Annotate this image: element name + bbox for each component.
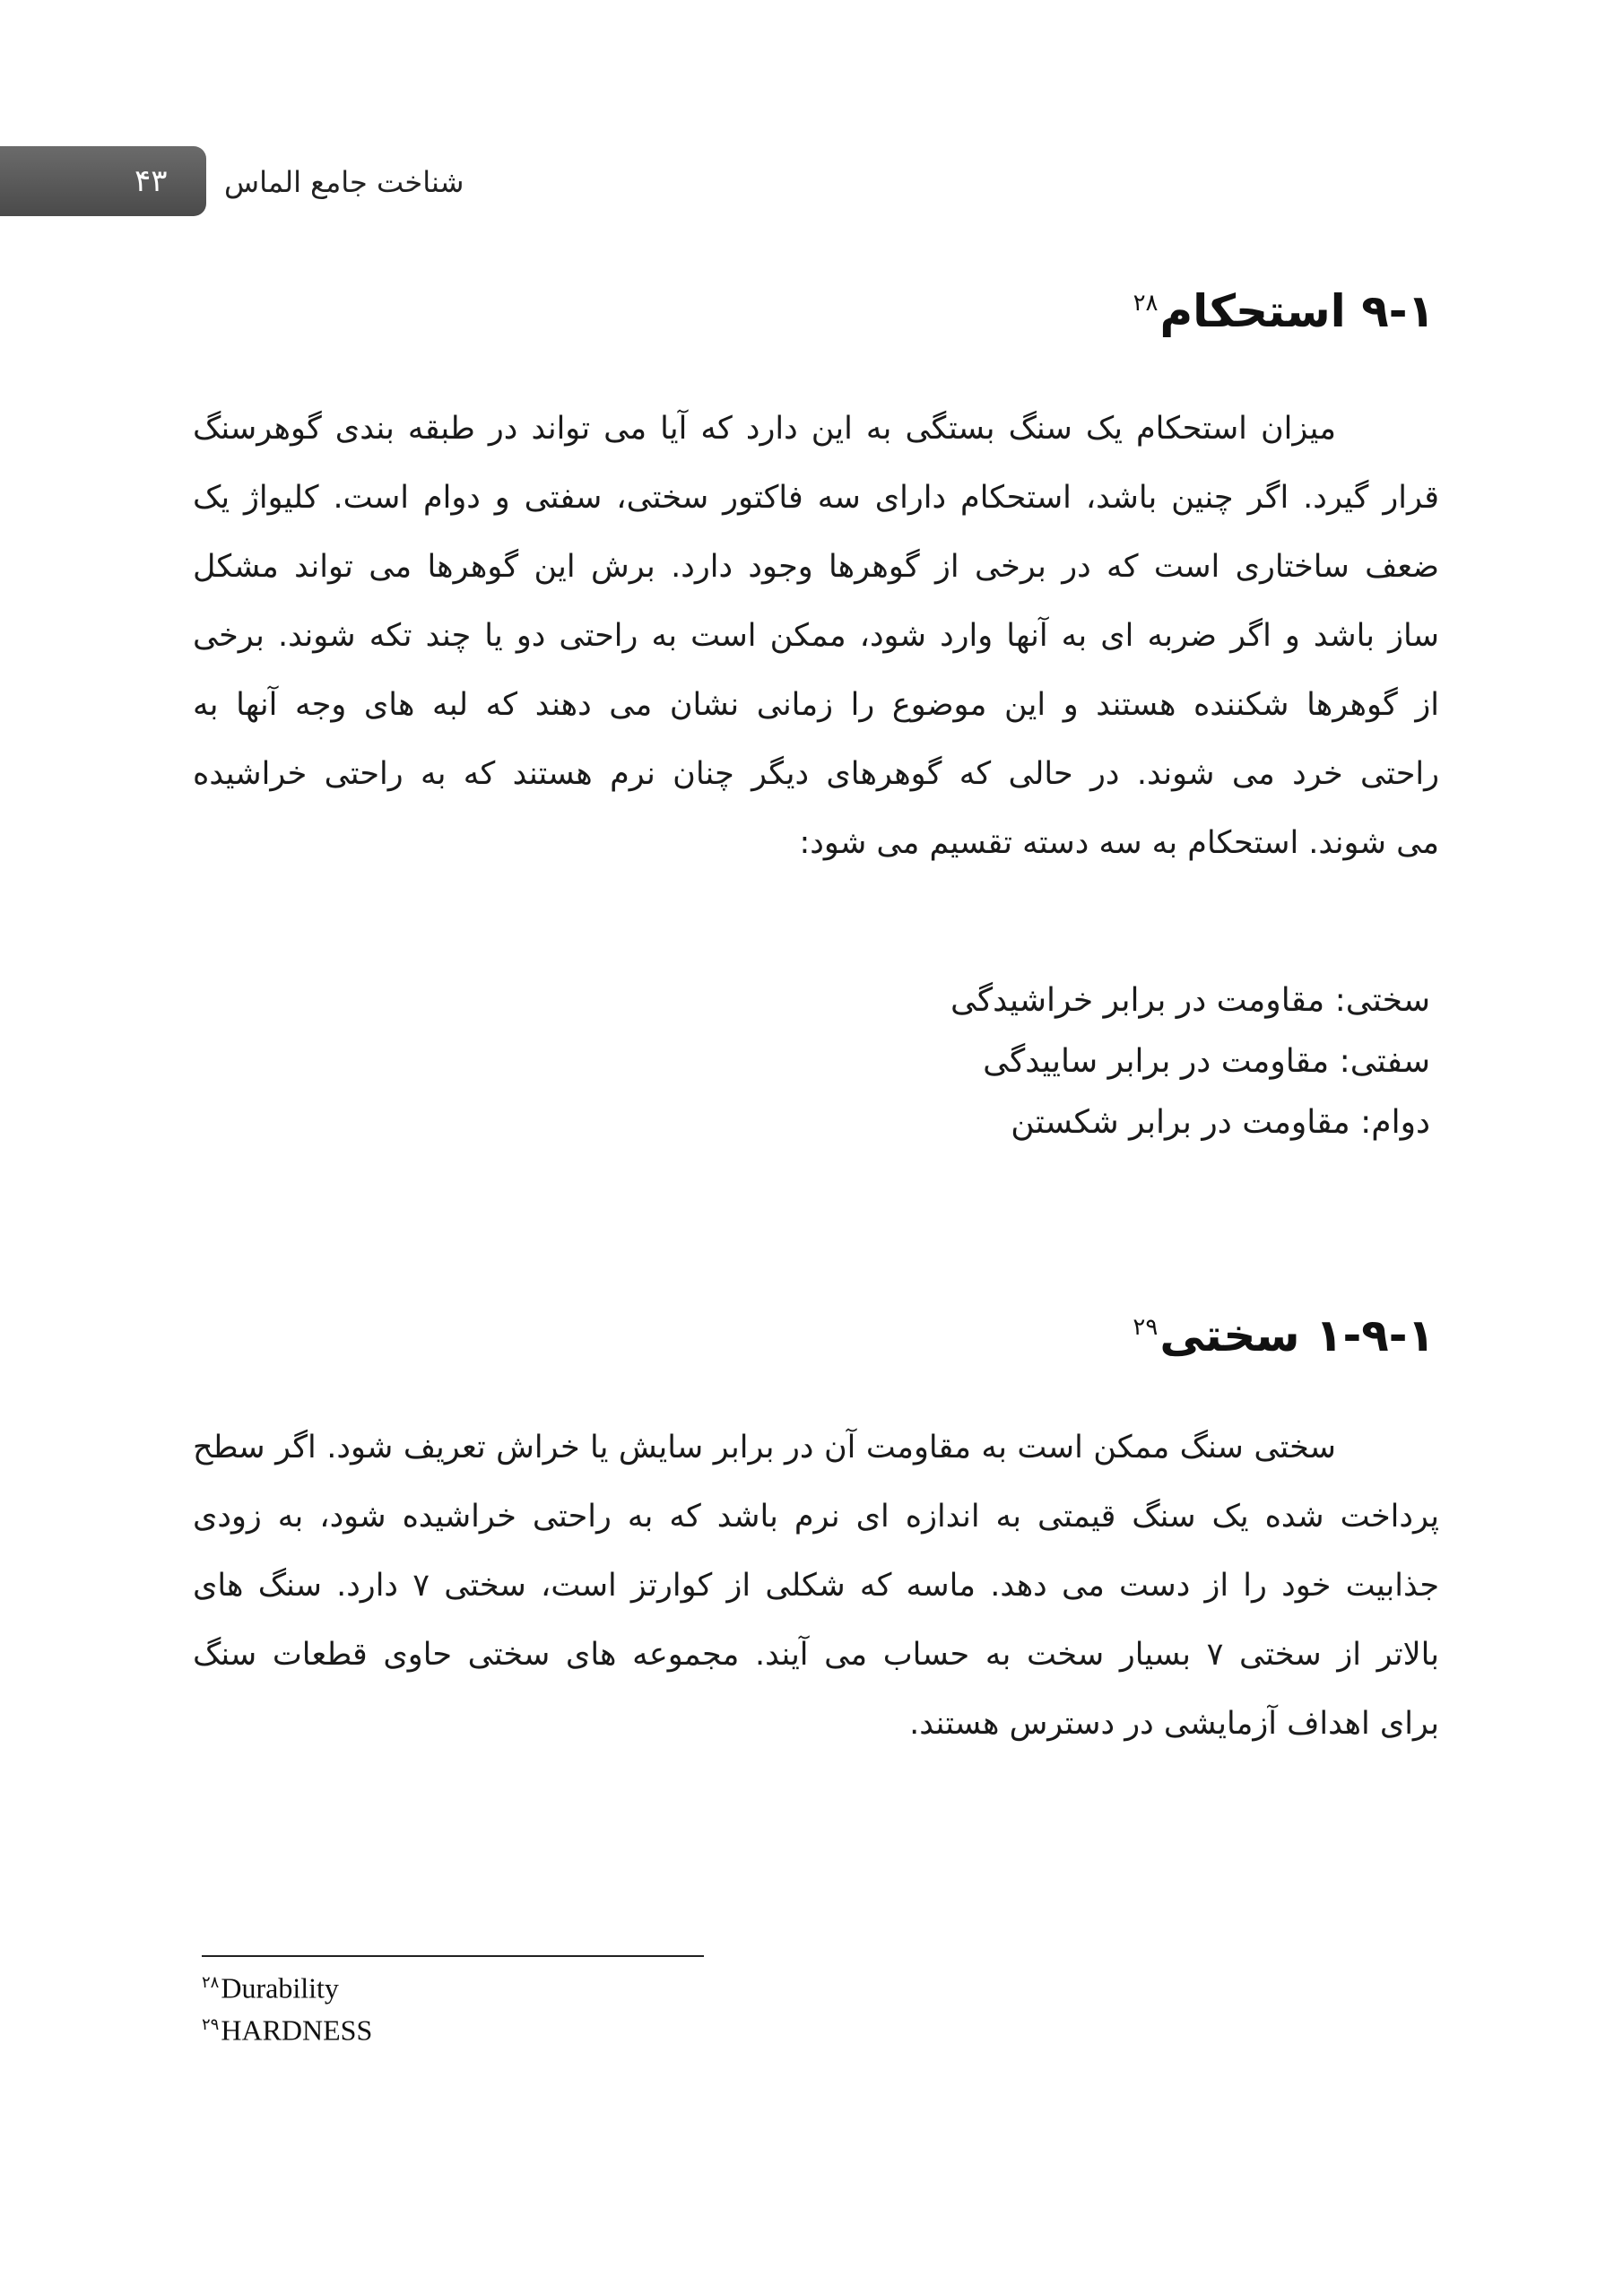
list-item: دوام: مقاومت در برابر شکستن bbox=[1011, 1104, 1430, 1141]
footnote-ref: ۲۸ bbox=[1133, 290, 1159, 317]
paragraph-hardness bbox=[193, 1413, 1439, 1759]
footnote-text: HARDNESS bbox=[221, 2013, 373, 2047]
paragraph-line: از گوهرها شکننده هستند و این موضوع را زمانی نشان می دهند که لبه های وجه آنها به bbox=[193, 687, 1439, 723]
paragraph-line: پرداخت شده یک سنگ قیمتی به اندازه ای نرم باشد که به راحتی خراشیده شود، به زودی bbox=[193, 1499, 1439, 1535]
running-title: شناخت جامع الماس bbox=[224, 165, 464, 199]
paragraph-strength bbox=[193, 395, 1439, 878]
strength-categories-list bbox=[950, 970, 1430, 1153]
paragraph-line: راحتی خرد می شوند. در حالی که گوهرهای دیگر چنان نرم هستند که به راحتی خراشیده bbox=[193, 756, 1439, 792]
section-heading-hardness bbox=[1133, 1309, 1435, 1361]
paragraph-line: قرار گیرد. اگر چنین باشد، استحکام دارای سه فاکتور سختی، سفتی و دوام است. کلیواژ یک bbox=[193, 480, 1439, 516]
paragraph-line: ضعف ساختاری است که در برخی از گوهرها وجود دارد. برش این گوهرها می تواند مشکل bbox=[193, 549, 1439, 585]
paragraph-line: میزان استحکام یک سنگ بستگی به این دارد که آیا می تواند در طبقه بندی گوهرسنگ bbox=[193, 411, 1336, 447]
footnote-mark: ۲۸ bbox=[202, 1973, 220, 1991]
paragraph-line: برای اهداف آزمایشی در دسترس هستند. bbox=[909, 1706, 1439, 1742]
footnote-item bbox=[202, 2006, 372, 2048]
footnote-ref: ۲۹ bbox=[1133, 1314, 1159, 1342]
list-item: سختی: مقاومت در برابر خراشیدگی bbox=[950, 982, 1430, 1019]
footnote-text: Durability bbox=[221, 1971, 339, 2005]
footnotes bbox=[202, 1964, 372, 2048]
footnote-mark: ۲۹ bbox=[202, 2014, 220, 2033]
paragraph-line: ساز باشد و اگر ضربه ای به آنها وارد شود، ممکن است به راحتی دو یا چند تکه شوند. برخی bbox=[193, 618, 1439, 654]
header-tab bbox=[0, 146, 206, 216]
heading-text: ۹-۱ استحکام bbox=[1159, 285, 1435, 337]
footnote-item bbox=[202, 1964, 372, 2006]
paragraph-line: جذابیت خود را از دست می دهد. ماسه که شکلی از کوارتز است، سختی ۷ دارد. سنگ های bbox=[193, 1568, 1439, 1604]
heading-text: ۱-۹-۱ سختی bbox=[1159, 1309, 1435, 1361]
section-heading-strength bbox=[1133, 285, 1435, 337]
list-item: سفتی: مقاومت در برابر ساییدگی bbox=[983, 1043, 1430, 1080]
paragraph-line: سختی سنگ ممکن است به مقاومت آن در برابر سایش یا خراش تعریف شود. اگر سطح bbox=[193, 1430, 1336, 1465]
page-number: ۴۳ bbox=[135, 163, 168, 199]
paragraph-line: می شوند. استحکام به سه دسته تقسیم می شود: bbox=[799, 825, 1439, 861]
paragraph-line: بالاتر از سختی ۷ بسیار سخت به حساب می آیند. مجموعه های سختی حاوی قطعات سنگ bbox=[193, 1637, 1439, 1673]
footnote-divider bbox=[202, 1955, 704, 1957]
